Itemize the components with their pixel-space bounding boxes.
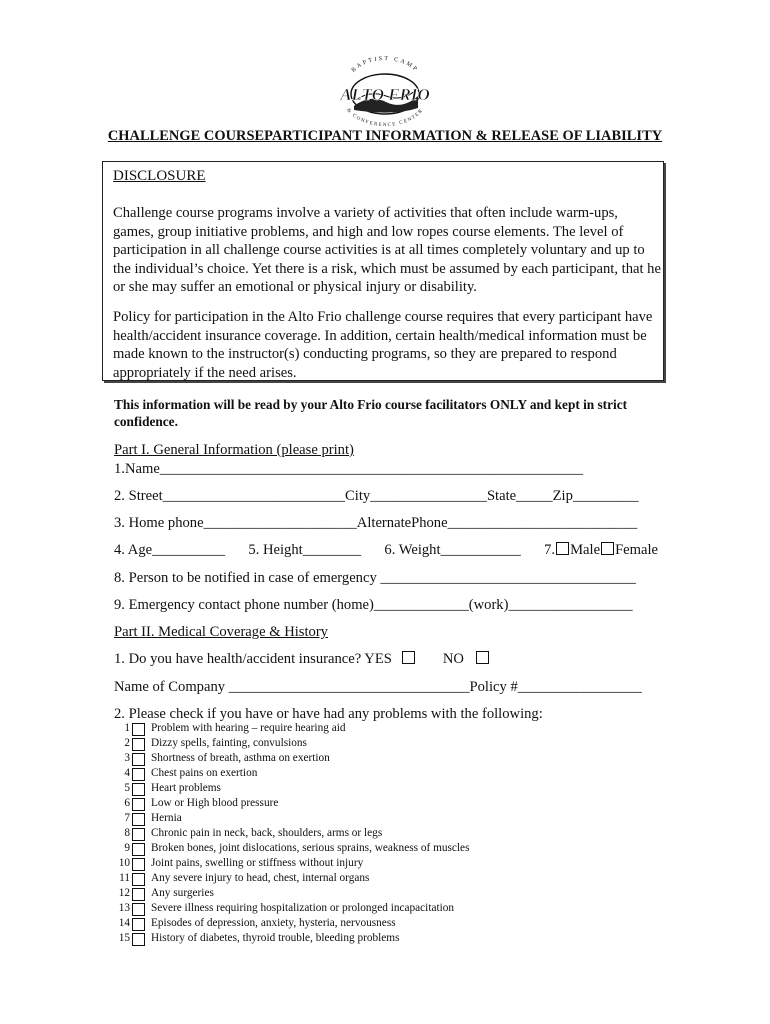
male-checkbox[interactable] (556, 542, 569, 555)
disclosure-box (102, 161, 664, 381)
form-title: CHALLENGE COURSEPARTICIPANT INFORMATION & RELEASE OF LIABILITY (107, 128, 663, 144)
emergency-phone-field[interactable]: 9. Emergency contact phone number (home)_____________(work)_________________ (114, 597, 633, 613)
problems-question: 2. Please check if you have or have had any problems with the following: (114, 706, 543, 722)
problem-checkbox[interactable] (132, 738, 145, 751)
phone-fields[interactable]: 3. Home phone_____________________AlternatePhone__________________________ (114, 515, 638, 531)
insurance-yes-checkbox[interactable] (402, 651, 415, 664)
name-field[interactable]: 1.Name__________________________________________________________ (114, 461, 584, 477)
problem-label: Any severe injury to head, chest, internal organs (151, 872, 370, 884)
insurance-question-row (114, 651, 490, 668)
problem-number: 8 (124, 827, 130, 839)
problem-label: History of diabetes, thyroid trouble, bleeding problems (151, 932, 400, 944)
problem-checkbox[interactable] (132, 858, 145, 871)
problem-number: 15 (118, 932, 130, 944)
insurance-no-label: NO (442, 651, 464, 667)
problem-number: 7 (124, 812, 130, 824)
problem-checkbox[interactable] (132, 753, 145, 766)
problem-number: 13 (118, 902, 130, 914)
problem-number: 10 (118, 857, 130, 869)
problem-checkbox[interactable] (132, 903, 145, 916)
age-height-weight-gender-row (114, 542, 658, 559)
problem-checkbox[interactable] (132, 828, 145, 841)
problem-checkbox[interactable] (132, 798, 145, 811)
problem-label: Broken bones, joint dislocations, serious sprains, weakness of muscles (151, 842, 470, 854)
disclosure-heading: DISCLOSURE (113, 168, 206, 184)
problem-checkbox[interactable] (132, 933, 145, 946)
problem-checkbox[interactable] (132, 888, 145, 901)
problem-number: 14 (118, 917, 130, 929)
height-field[interactable]: 5. Height________ (248, 542, 362, 558)
problem-number: 9 (124, 842, 130, 854)
logo-main-text: ALTO FRIO (340, 85, 430, 104)
problem-label: Episodes of depression, anxiety, hysteria, nervousness (151, 917, 396, 929)
problem-checkbox[interactable] (132, 768, 145, 781)
male-label: Male (570, 542, 601, 558)
problem-checkbox[interactable] (132, 723, 145, 736)
insurance-no-checkbox[interactable] (476, 651, 489, 664)
problem-number: 1 (124, 722, 130, 734)
problem-number: 6 (124, 797, 130, 809)
problem-label: Any surgeries (151, 887, 214, 899)
part2-heading: Part II. Medical Coverage & History (114, 624, 328, 640)
problem-number: 4 (124, 767, 130, 779)
svg-text:BAPTIST CAMP (351, 56, 420, 74)
problem-label: Hernia (151, 812, 182, 824)
problem-label: Chronic pain in neck, back, shoulders, arms or legs (151, 827, 383, 839)
disclosure-paragraph-1: Challenge course programs involve a variety of activities that often include warm-ups, games, group initiative problems, and high and low ropes course elements. The level of participation in all challenge course activities is at all times completely voluntary and up to the individual’s choice. Yet there is a risk, which must be assumed by each participant, that he or she may suffer an emotional or physical injury or disability. (113, 205, 661, 296)
problem-number: 3 (124, 752, 130, 764)
problem-checkbox[interactable] (132, 813, 145, 826)
weight-field[interactable]: 6. Weight___________ (384, 542, 521, 558)
female-label: Female (615, 542, 659, 558)
female-checkbox[interactable] (601, 542, 614, 555)
problem-checkbox[interactable] (132, 843, 145, 856)
confidential-note: This information will be read by your Alto Frio course facilitators ONLY and kept in strict confidence. (114, 397, 628, 429)
problem-label: Chest pains on exertion (151, 767, 258, 779)
problem-label: Shortness of breath, asthma on exertion (151, 752, 330, 764)
logo-top-text: BAPTIST CAMP (350, 56, 420, 74)
problem-label: Severe illness requiring hospitalization or prolonged incapacitation (151, 902, 455, 914)
age-field[interactable]: 4. Age__________ (114, 542, 226, 558)
problem-number: 5 (124, 782, 130, 794)
gender-prefix: 7. (544, 542, 556, 558)
problem-number: 11 (119, 872, 130, 884)
problem-number: 12 (118, 887, 130, 899)
address-field[interactable]: 2. Street_________________________City________________State_____Zip_________ (114, 488, 639, 504)
logo-bottom-text: & CONFERENCE CENTER (345, 107, 425, 128)
alto-frio-logo (334, 56, 436, 128)
problem-checkbox[interactable] (132, 873, 145, 886)
insurance-question: 1. Do you have health/accident insurance? YES (114, 651, 392, 667)
problem-label: Low or High blood pressure (151, 797, 279, 809)
emergency-notify-field[interactable]: 8. Person to be notified in case of emergency ___________________________________ (114, 570, 636, 586)
problem-label: Heart problems (151, 782, 221, 794)
part1-heading: Part I. General Information (please print) (114, 442, 354, 458)
problem-checkbox[interactable] (132, 783, 145, 796)
problem-checkbox[interactable] (132, 918, 145, 931)
problem-label: Joint pains, swelling or stiffness without injury (151, 857, 364, 869)
problem-label: Dizzy spells, fainting, convulsions (151, 737, 307, 749)
problem-label: Problem with hearing – require hearing aid (151, 722, 346, 734)
disclosure-paragraph-2: Policy for participation in the Alto Frio challenge course requires that every participant have health/accident insurance coverage. In addition, certain health/medical information must be made known to the instructor(s) conducting programs, so they are prepared to respond appropriately if the need arises. (113, 309, 653, 381)
problem-number: 2 (124, 737, 130, 749)
company-policy-field[interactable]: Name of Company _________________________________Policy #_________________ (114, 679, 642, 695)
